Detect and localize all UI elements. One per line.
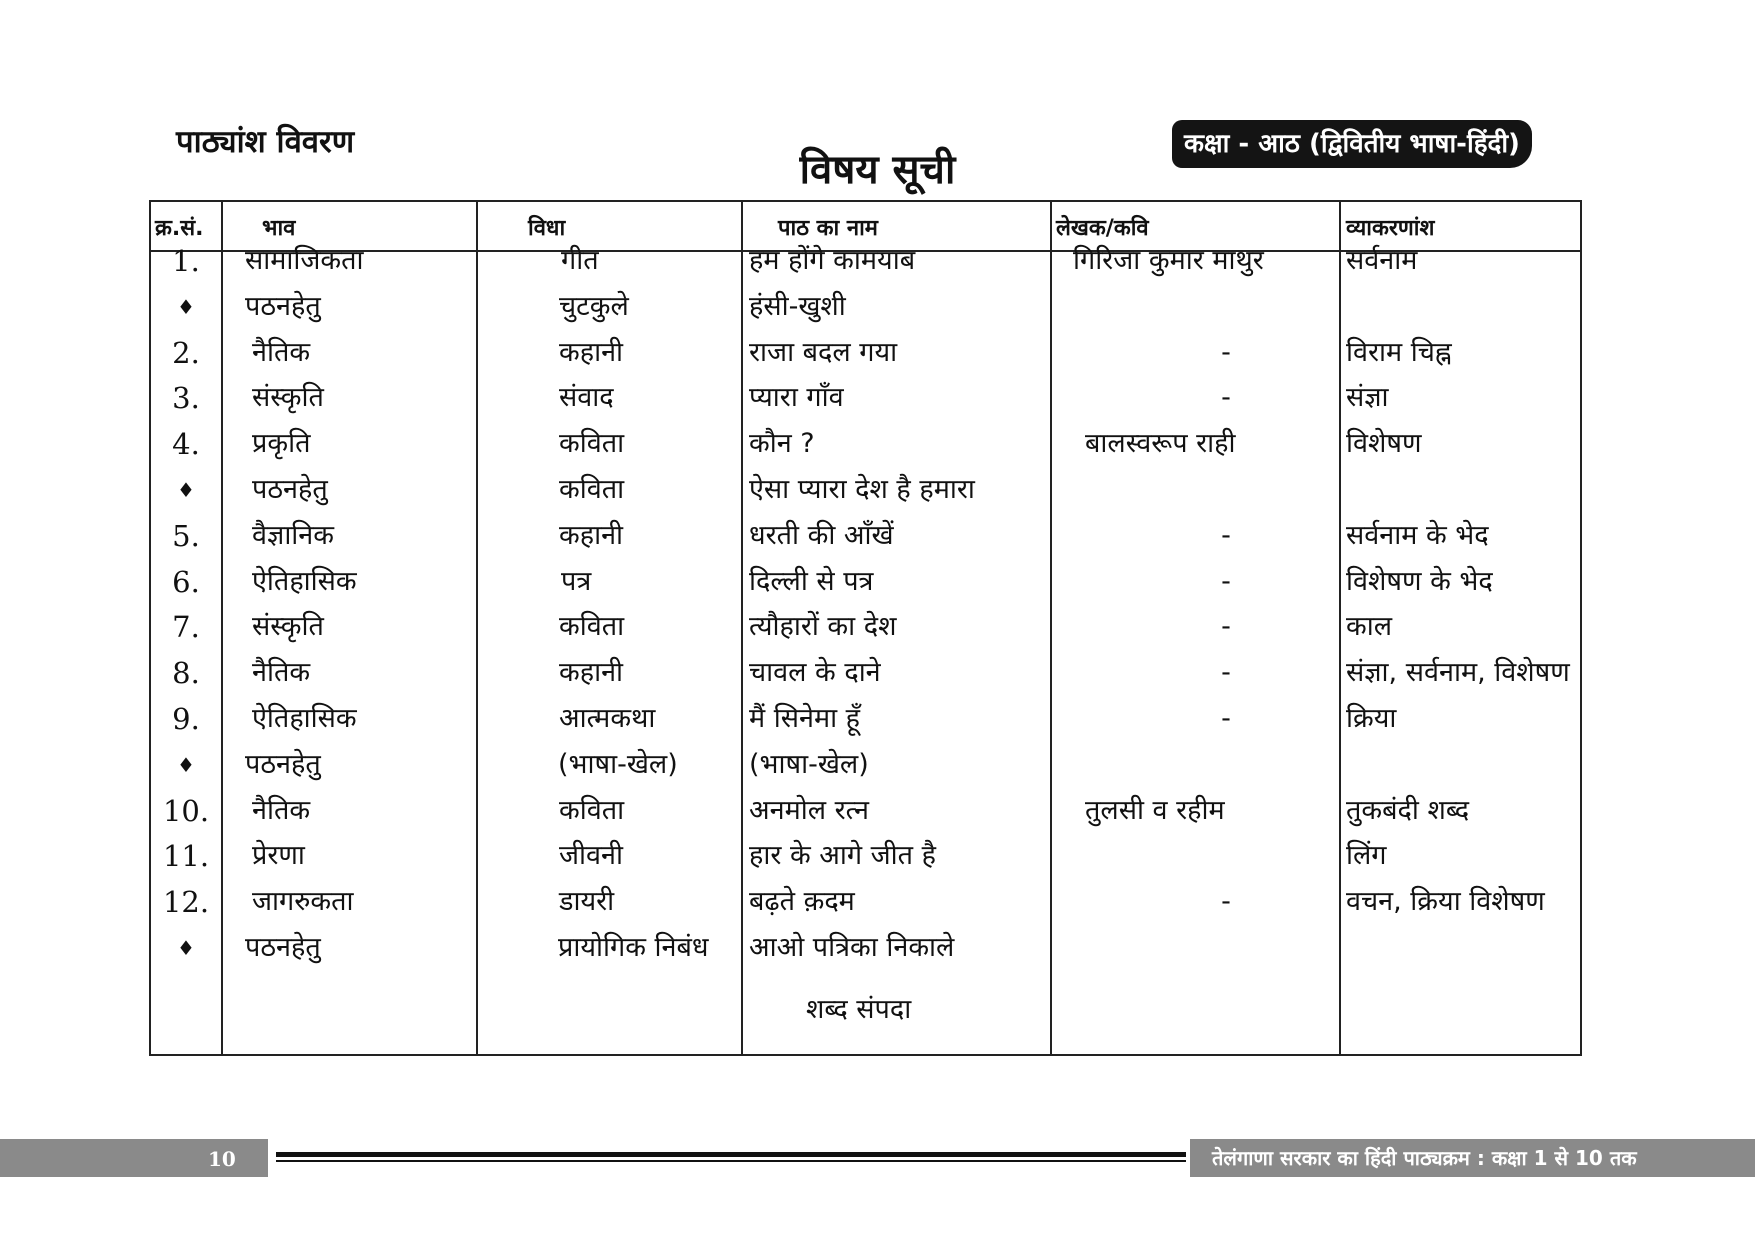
cell-grammar: विशेषण के भेद	[1346, 565, 1493, 597]
cell-serial: ♦	[177, 478, 195, 502]
cell-serial: 2.	[172, 335, 200, 370]
cell-author: -	[1221, 611, 1231, 643]
cell-serial: 6.	[172, 564, 200, 599]
cell-genre: कहानी	[559, 657, 624, 689]
cell-grammar: तुकबंदी शब्द	[1346, 794, 1470, 826]
contents-table	[149, 200, 1582, 1056]
cell-serial: 1.	[172, 244, 200, 278]
cell-lesson: हम होंगे कामयाब	[749, 245, 916, 276]
footer-title: तेलंगाणा सरकार का हिंदी पाठ्यक्रम : कक्षा 1 से 10 तक	[1190, 1139, 1755, 1177]
cell-genre: कविता	[559, 611, 625, 643]
cell-lesson: हंसी-खुशी	[749, 290, 846, 322]
cell-lesson: त्यौहारों का देश	[749, 611, 897, 643]
page-title: विषय सूची	[799, 147, 956, 193]
cell-theme: नैतिक	[252, 657, 311, 689]
cell-serial: 10.	[162, 793, 210, 828]
footer-rule	[276, 1160, 1186, 1162]
cell-author: -	[1221, 886, 1231, 918]
cell-grammar: क्रिया	[1346, 703, 1397, 734]
cell-lesson: राजा बदल गया	[749, 336, 898, 368]
cell-serial: 5.	[172, 518, 200, 553]
cell-author: -	[1221, 703, 1231, 734]
cell-theme: संस्कृति	[252, 382, 324, 414]
page-number: 10	[208, 1147, 236, 1171]
class-badge: कक्षा - आठ (द्विवितीय भाषा-हिंदी)	[1172, 120, 1532, 168]
cell-genre: कविता	[559, 428, 625, 460]
lesson-extra-line: शब्द संपदा	[806, 994, 912, 1025]
cell-theme: ऐतिहासिक	[252, 565, 357, 597]
cell-genre: प्रायोगिक निबंध	[558, 932, 709, 963]
cell-grammar: सर्वनाम	[1346, 245, 1418, 276]
column-header-author: लेखक/कवि	[1056, 216, 1149, 241]
cell-serial: ♦	[177, 752, 195, 777]
cell-grammar: विराम चिह्न	[1346, 336, 1452, 368]
cell-grammar: सर्वनाम के भेद	[1346, 519, 1489, 551]
cell-grammar: विशेषण	[1346, 428, 1422, 460]
cell-serial: ♦	[177, 294, 195, 319]
cell-lesson: हार के आगे जीत है	[749, 840, 936, 872]
column-header-theme: भाव	[262, 216, 296, 241]
cell-genre: डायरी	[559, 886, 615, 918]
cell-serial: ♦	[177, 936, 195, 960]
cell-theme: पठनहेतु	[245, 748, 321, 780]
cell-grammar: संज्ञा, सर्वनाम, विशेषण	[1346, 657, 1570, 689]
cell-lesson: प्यारा गाँव	[749, 382, 844, 414]
cell-theme: नैतिक	[252, 336, 311, 368]
cell-genre: (भाषा-खेल)	[558, 748, 678, 780]
cell-genre: संवाद	[559, 382, 614, 414]
cell-theme: पठनहेतु	[252, 474, 328, 505]
cell-theme: वैज्ञानिक	[252, 519, 335, 551]
cell-genre: कविता	[559, 474, 625, 505]
cell-theme: सामाजिकता	[245, 245, 364, 276]
cell-lesson: बढ़ते क़दम	[749, 886, 855, 918]
cell-lesson: मैं सिनेमा हूँ	[749, 703, 861, 734]
column-divider	[1050, 202, 1052, 1054]
cell-author: तुलसी व रहीम	[1085, 794, 1225, 826]
cell-serial: 8.	[172, 656, 200, 691]
cell-theme: संस्कृति	[252, 611, 324, 643]
column-header-serial: क्र.सं.	[155, 216, 204, 241]
cell-author: -	[1221, 657, 1231, 689]
cell-lesson: आओ पत्रिका निकाले	[749, 932, 955, 963]
section-heading: पाठ्यांश विवरण	[176, 124, 355, 160]
cell-genre: कहानी	[559, 519, 624, 551]
column-divider	[221, 202, 223, 1054]
cell-lesson: दिल्ली से पत्र	[749, 565, 874, 597]
cell-theme: ऐतिहासिक	[252, 703, 357, 734]
cell-author: -	[1221, 382, 1231, 414]
footer-rule	[276, 1152, 1186, 1157]
cell-serial: 3.	[172, 381, 200, 416]
cell-lesson: अनमोल रत्न	[749, 794, 869, 826]
column-header-genre: विधा	[528, 216, 566, 241]
cell-lesson: कौन ?	[749, 428, 815, 460]
cell-serial: 11.	[162, 839, 210, 874]
cell-theme: प्रकृति	[252, 428, 311, 460]
cell-genre: पत्र	[561, 565, 592, 597]
cell-genre: जीवनी	[559, 840, 624, 872]
cell-author: -	[1221, 519, 1231, 551]
cell-genre: गीत	[561, 245, 599, 276]
cell-genre: कविता	[559, 794, 625, 826]
cell-lesson: (भाषा-खेल)	[749, 748, 869, 780]
column-divider	[741, 202, 743, 1054]
cell-serial: 7.	[172, 610, 200, 645]
cell-theme: प्रेरणा	[252, 840, 305, 872]
cell-lesson: ऐसा प्यारा देश है हमारा	[749, 474, 975, 505]
cell-serial: 12.	[162, 885, 210, 920]
cell-theme: नैतिक	[252, 794, 311, 826]
column-divider	[1339, 202, 1341, 1054]
cell-theme: पठनहेतु	[245, 290, 321, 322]
column-header-grammar: व्याकरणांश	[1346, 216, 1435, 241]
cell-author: -	[1221, 336, 1231, 368]
cell-genre: कहानी	[559, 336, 624, 368]
cell-genre: चुटकुले	[559, 290, 629, 322]
cell-lesson: धरती की आँखें	[749, 519, 894, 551]
cell-theme: पठनहेतु	[245, 932, 321, 963]
column-divider	[476, 202, 478, 1054]
cell-serial: 4.	[172, 427, 200, 462]
cell-lesson: चावल के दाने	[749, 657, 881, 689]
cell-grammar: वचन, क्रिया विशेषण	[1346, 886, 1545, 918]
cell-author: -	[1221, 565, 1231, 597]
column-header-lesson: पाठ का नाम	[778, 216, 878, 241]
cell-theme: जागरुकता	[252, 886, 354, 918]
cell-genre: आत्मकथा	[559, 703, 656, 734]
cell-serial: 9.	[172, 702, 200, 736]
footer-page-bar	[0, 1139, 268, 1177]
cell-author: बालस्वरूप राही	[1085, 428, 1236, 460]
cell-grammar: संज्ञा	[1346, 382, 1389, 414]
cell-author: गिरिजा कुमार माथुर	[1073, 245, 1264, 276]
cell-grammar: काल	[1346, 611, 1393, 643]
cell-grammar: लिंग	[1346, 840, 1387, 872]
